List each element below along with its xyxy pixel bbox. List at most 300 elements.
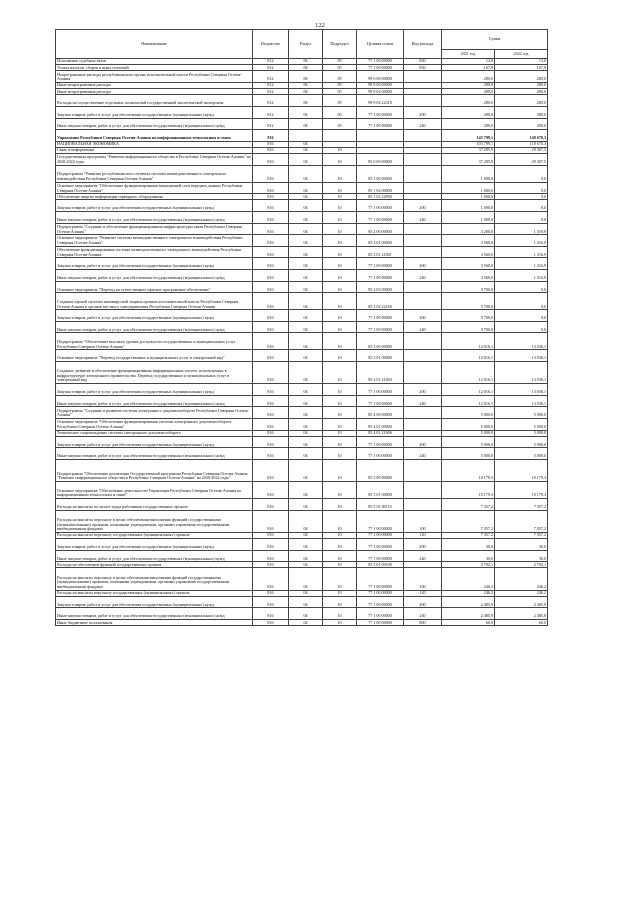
row-name: Подпрограмма "Развитие республиканского сегмента системы межведомственного электронного взаимодействия Республики Северная Осетия-Алания" bbox=[56, 165, 253, 182]
table-row bbox=[56, 200, 548, 212]
row-name: Управление Республики Северная Осетия-Алания по информационным технологиям и связи bbox=[56, 130, 253, 142]
row-podrazdel: 10 bbox=[323, 147, 357, 153]
row-name: Расходы на выплаты персоналу в целях обеспечения выполнения функций государственными (муниципальными) органами, казенными учреждениями, органами управления государственными внебюджетными фондами bbox=[56, 568, 253, 590]
row-razdel: 04 bbox=[289, 154, 323, 166]
row-sum-2022: 5 000,0 bbox=[495, 418, 548, 430]
row-csr: 77 1 00 00000 bbox=[357, 118, 404, 130]
row-vedomstvo: 816 bbox=[253, 550, 289, 562]
row-vedomstvo: 816 bbox=[253, 200, 289, 212]
row-sum-2022: 280,0 bbox=[495, 82, 548, 88]
row-name: Иные бюджетные ассигнования bbox=[56, 620, 253, 626]
row-vedomstvo: 812 bbox=[253, 59, 289, 65]
row-vr: 200 bbox=[404, 539, 442, 551]
row-podrazdel: 10 bbox=[323, 482, 357, 499]
row-sum-2021: 280,0 bbox=[442, 106, 495, 118]
table-row bbox=[56, 118, 548, 130]
row-name: Исполнение судебных актов bbox=[56, 59, 253, 65]
row-razdel: 04 bbox=[289, 395, 323, 407]
row-csr: 85 5 01 00110 bbox=[357, 499, 404, 511]
row-razdel: 04 bbox=[289, 235, 323, 247]
row-sum-2022: 10 179,3 bbox=[495, 482, 548, 499]
row-vedomstvo: 816 bbox=[253, 194, 289, 200]
row-csr: 77 1 00 00000 bbox=[357, 532, 404, 538]
table-row bbox=[56, 182, 548, 194]
row-sum-2022: 0,0 bbox=[495, 194, 548, 200]
row-sum-2022: 30,0 bbox=[495, 550, 548, 562]
row-vr: 200 bbox=[404, 106, 442, 118]
row-csr: 85 2 00 00000 bbox=[357, 223, 404, 235]
row-csr: 85 3 01 21004 bbox=[357, 362, 404, 384]
row-csr: 85 1 02 00000 bbox=[357, 182, 404, 194]
row-sum-2021: 280,0 bbox=[442, 118, 495, 130]
row-sum-2021: 12 016,1 bbox=[442, 333, 495, 350]
row-podrazdel: 10 bbox=[323, 499, 357, 511]
row-sum-2021: 280,0 bbox=[442, 89, 495, 95]
row-name: Иные закупки товаров, работ и услуг для обеспечения государственных (муниципальных) нужд bbox=[56, 608, 253, 620]
row-csr: 77 1 00 00000 bbox=[357, 436, 404, 448]
row-csr: 85 2 01 00000 bbox=[357, 235, 404, 247]
row-vedomstvo: 812 bbox=[253, 82, 289, 88]
row-vr: 800 bbox=[404, 620, 442, 626]
row-podrazdel: 10 bbox=[323, 418, 357, 430]
row-sum-2021: 5 700,0 bbox=[442, 281, 495, 293]
row-sum-2021: 3 560,0 bbox=[442, 235, 495, 247]
row-name: Обеспечение защиты информации серверного оборудования bbox=[56, 194, 253, 200]
row-vedomstvo: 816 bbox=[253, 532, 289, 538]
row-vedomstvo: 816 bbox=[253, 258, 289, 270]
row-csr: 85 5 01 00000 bbox=[357, 482, 404, 499]
row-razdel: 06 bbox=[289, 89, 323, 95]
row-name: Закупка товаров, работ и услуг для обеспечения государственных (муниципальных) нужд bbox=[56, 436, 253, 448]
row-csr: 85 3 00 00000 bbox=[357, 333, 404, 350]
row-razdel: 04 bbox=[289, 293, 323, 310]
row-razdel: 06 bbox=[289, 59, 323, 65]
row-podrazdel: 10 bbox=[323, 200, 357, 212]
row-name: Закупка товаров, работ и услуг для обеспечения государственных (муниципальных) нужд bbox=[56, 200, 253, 212]
row-name: Непрограммные расходы республиканского органа исполнительной власти Республики Северная Осетия-Алания bbox=[56, 71, 253, 83]
row-razdel: 04 bbox=[289, 590, 323, 596]
row-vedomstvo: 812 bbox=[253, 71, 289, 83]
row-sum-2021: 7 357,2 bbox=[442, 532, 495, 538]
table-row bbox=[56, 362, 548, 384]
row-podrazdel: 10 bbox=[323, 270, 357, 282]
row-podrazdel: 05 bbox=[323, 106, 357, 118]
row-razdel: 04 bbox=[289, 182, 323, 194]
row-sum-2021: 2 485,9 bbox=[442, 608, 495, 620]
table-row bbox=[56, 258, 548, 270]
row-razdel: 04 bbox=[289, 246, 323, 258]
row-podrazdel: 10 bbox=[323, 182, 357, 194]
row-vr bbox=[404, 223, 442, 235]
row-csr: 85 4 00 00000 bbox=[357, 407, 404, 419]
row-sum-2022: 7 357,2 bbox=[495, 499, 548, 511]
row-razdel: 06 bbox=[289, 82, 323, 88]
row-name: Закупка товаров, работ и услуг для обеспечения государственных (муниципальных) нужд bbox=[56, 539, 253, 551]
row-razdel: 04 bbox=[289, 194, 323, 200]
row-podrazdel: 10 bbox=[323, 154, 357, 166]
budget-table bbox=[55, 29, 548, 626]
row-csr: 85 2 01 21001 bbox=[357, 246, 404, 258]
row-csr: 85 5 00 00000 bbox=[357, 459, 404, 481]
row-sum-2021: 12 016,1 bbox=[442, 362, 495, 384]
row-name: Подпрограмма "Создание и развитие системы электронного документооборота Республики Северная Осетия-Алания" bbox=[56, 407, 253, 419]
row-razdel: 04 bbox=[289, 510, 323, 532]
table-body bbox=[56, 59, 548, 626]
header-name: Наименование bbox=[56, 30, 253, 59]
row-sum-2022: 29 307,5 bbox=[495, 154, 548, 166]
row-name: Закупка товаров, работ и услуг для обеспечения государственных (муниципальных) нужд bbox=[56, 310, 253, 322]
row-razdel: 04 bbox=[289, 384, 323, 396]
row-csr: 85 1 00 00000 bbox=[357, 165, 404, 182]
row-sum-2022: 7 357,2 bbox=[495, 510, 548, 532]
row-razdel: 06 bbox=[289, 65, 323, 71]
row-sum-2021: 5 000,0 bbox=[442, 407, 495, 419]
row-sum-2022: 280,0 bbox=[495, 89, 548, 95]
row-sum-2022: 1 316,9 bbox=[495, 258, 548, 270]
row-vedomstvo: 816 bbox=[253, 407, 289, 419]
row-name: Закупка товаров, работ и услуг для обеспечения государственных (муниципальных) нужд bbox=[56, 258, 253, 270]
row-vedomstvo: 816 bbox=[253, 499, 289, 511]
table-row bbox=[56, 436, 548, 448]
row-sum-2022: 10 179,3 bbox=[495, 459, 548, 481]
row-podrazdel: 10 bbox=[323, 568, 357, 590]
row-csr: 77 1 00 00000 bbox=[357, 258, 404, 270]
row-name: Основное мероприятие "Перевод государственных и муниципальных услуг в электронный вид" bbox=[56, 350, 253, 362]
row-vr: 240 bbox=[404, 608, 442, 620]
row-sum-2021: 5 000,0 bbox=[442, 448, 495, 460]
row-sum-2021: 13,0 bbox=[442, 59, 495, 65]
row-sum-2022: 167,8 bbox=[495, 65, 548, 71]
row-podrazdel: 10 bbox=[323, 590, 357, 596]
row-razdel: 04 bbox=[289, 258, 323, 270]
row-vr: 200 bbox=[404, 384, 442, 396]
row-vr: 200 bbox=[404, 200, 442, 212]
table-row bbox=[56, 418, 548, 430]
row-vedomstvo: 816 bbox=[253, 130, 289, 142]
row-vr bbox=[404, 333, 442, 350]
row-podrazdel: 10 bbox=[323, 212, 357, 224]
row-vedomstvo: 816 bbox=[253, 333, 289, 350]
row-name: Расходы на выплаты персоналу государственных (муниципальных) органов bbox=[56, 532, 253, 538]
row-vr: 200 bbox=[404, 596, 442, 608]
row-csr: 85 3 01 00000 bbox=[357, 350, 404, 362]
row-razdel: 04 bbox=[289, 499, 323, 511]
table-row bbox=[56, 550, 548, 562]
row-podrazdel: 10 bbox=[323, 448, 357, 460]
row-name: Иные закупки товаров, работ и услуг для обеспечения государственных (муниципальных) нужд bbox=[56, 212, 253, 224]
row-vedomstvo: 816 bbox=[253, 362, 289, 384]
row-vedomstvo: 816 bbox=[253, 246, 289, 258]
row-sum-2021: 37 295,9 bbox=[442, 154, 495, 166]
row-vedomstvo: 812 bbox=[253, 65, 289, 71]
row-podrazdel: 10 bbox=[323, 608, 357, 620]
table-row bbox=[56, 321, 548, 333]
header-2022: 2022 год bbox=[495, 50, 548, 59]
row-podrazdel: 10 bbox=[323, 459, 357, 481]
row-podrazdel: 10 bbox=[323, 321, 357, 333]
row-sum-2022: 13 036,1 bbox=[495, 362, 548, 384]
row-vedomstvo: 816 bbox=[253, 395, 289, 407]
row-csr: 77 1 00 00000 bbox=[357, 212, 404, 224]
row-csr: 85 0 00 00000 bbox=[357, 154, 404, 166]
row-vr: 240 bbox=[404, 270, 442, 282]
row-sum-2022: 13,0 bbox=[495, 59, 548, 65]
row-sum-2021: 7 357,2 bbox=[442, 499, 495, 511]
row-vr: 120 bbox=[404, 590, 442, 596]
row-vedomstvo: 816 bbox=[253, 293, 289, 310]
row-razdel: 04 bbox=[289, 418, 323, 430]
row-name: Подпрограмма "Создание и обеспечение функционирования инфраструктуры связи Республики Северная Осетия-Алания" bbox=[56, 223, 253, 235]
row-sum-2021: 12 016,1 bbox=[442, 384, 495, 396]
row-vr bbox=[404, 235, 442, 247]
row-podrazdel: 05 bbox=[323, 59, 357, 65]
row-podrazdel: 05 bbox=[323, 71, 357, 83]
row-name: Закупка товаров, работ и услуг для обеспечения государственных (муниципальных) нужд bbox=[56, 106, 253, 118]
row-name: Иные непрограммные расходы bbox=[56, 82, 253, 88]
row-vedomstvo: 812 bbox=[253, 118, 289, 130]
table-row bbox=[56, 165, 548, 182]
row-podrazdel: 10 bbox=[323, 194, 357, 200]
row-name: Расходы на выплаты по оплате труда работников государственных органов bbox=[56, 499, 253, 511]
row-sum-2022: 1 316,9 bbox=[495, 270, 548, 282]
row-vedomstvo: 816 bbox=[253, 608, 289, 620]
row-sum-2021: 12 016,1 bbox=[442, 395, 495, 407]
row-sum-2022: 29 307,5 bbox=[495, 147, 548, 153]
row-sum-2022: 5 000,0 bbox=[495, 430, 548, 436]
table-row bbox=[56, 568, 548, 590]
row-csr: 77 1 00 00000 bbox=[357, 590, 404, 596]
row-csr: 85 4 01 00000 bbox=[357, 418, 404, 430]
row-csr: 85 1 02 22950 bbox=[357, 194, 404, 200]
row-vr: 100 bbox=[404, 510, 442, 532]
row-csr: 77 1 00 00000 bbox=[357, 310, 404, 322]
row-csr: 77 1 00 00000 bbox=[357, 106, 404, 118]
table-row bbox=[56, 350, 548, 362]
row-vedomstvo: 816 bbox=[253, 281, 289, 293]
row-csr: 77 1 00 00000 bbox=[357, 608, 404, 620]
row-vedomstvo: 816 bbox=[253, 510, 289, 532]
row-vedomstvo: 812 bbox=[253, 106, 289, 118]
row-name: Иные закупки товаров, работ и услуг для обеспечения государственных (муниципальных) нужд bbox=[56, 395, 253, 407]
row-vedomstvo: 816 bbox=[253, 418, 289, 430]
row-sum-2021: 4 260,0 bbox=[442, 223, 495, 235]
table-row bbox=[56, 448, 548, 460]
row-csr: 77 1 00 00000 bbox=[357, 321, 404, 333]
header-2021: 2021 год bbox=[442, 50, 495, 59]
row-razdel: 04 bbox=[289, 141, 323, 147]
row-vr bbox=[404, 246, 442, 258]
row-vr bbox=[404, 418, 442, 430]
row-name: Закупка товаров, работ и услуг для обеспечения государственных (муниципальных) нужд bbox=[56, 596, 253, 608]
row-vr: 240 bbox=[404, 395, 442, 407]
row-vr: 200 bbox=[404, 258, 442, 270]
row-razdel: 04 bbox=[289, 212, 323, 224]
row-razdel: 04 bbox=[289, 436, 323, 448]
table-row bbox=[56, 235, 548, 247]
row-vr bbox=[404, 281, 442, 293]
row-sum-2022: 0,0 bbox=[495, 293, 548, 310]
row-csr: 85 4 01 21006 bbox=[357, 430, 404, 436]
row-vr bbox=[404, 459, 442, 481]
row-razdel: 04 bbox=[289, 270, 323, 282]
row-vedomstvo: 816 bbox=[253, 568, 289, 590]
row-razdel: 04 bbox=[289, 532, 323, 538]
table-row bbox=[56, 608, 548, 620]
row-vr: 240 bbox=[404, 118, 442, 130]
row-razdel: 06 bbox=[289, 106, 323, 118]
row-podrazdel: 10 bbox=[323, 407, 357, 419]
row-csr: 77 1 00 00000 bbox=[357, 568, 404, 590]
row-sum-2022: 0,0 bbox=[495, 310, 548, 322]
row-vedomstvo: 816 bbox=[253, 321, 289, 333]
header-podrazdel: Подраздел bbox=[323, 30, 357, 59]
row-podrazdel: 10 bbox=[323, 281, 357, 293]
row-vedomstvo: 816 bbox=[253, 270, 289, 282]
row-podrazdel: 05 bbox=[323, 95, 357, 107]
row-vr bbox=[404, 95, 442, 107]
row-vedomstvo: 816 bbox=[253, 310, 289, 322]
header-summa: Сумма bbox=[442, 30, 548, 50]
header-vedomstvo: Ведомство bbox=[253, 30, 289, 59]
row-csr: 85 5 01 00190 bbox=[357, 562, 404, 568]
row-name: Иные закупки товаров, работ и услуг для обеспечения государственных (муниципальных) нужд bbox=[56, 550, 253, 562]
row-vedomstvo: 816 bbox=[253, 620, 289, 626]
row-razdel: 04 bbox=[289, 321, 323, 333]
row-sum-2021: 1 000,0 bbox=[442, 165, 495, 182]
row-vedomstvo: 816 bbox=[253, 562, 289, 568]
row-sum-2022: 2 485,9 bbox=[495, 596, 548, 608]
row-sum-2022: 7 357,2 bbox=[495, 532, 548, 538]
row-vedomstvo: 816 bbox=[253, 165, 289, 182]
row-csr: 77 1 00 00000 bbox=[357, 510, 404, 532]
row-name: Создание, развитие и обеспечение функционирования информационных систем, используемых в инфраструктуре электронного правительства. Перевод государственных и муниципальных услуг в электронный вид bbox=[56, 362, 253, 384]
row-podrazdel: 10 bbox=[323, 293, 357, 310]
row-podrazdel: 10 bbox=[323, 510, 357, 532]
row-vedomstvo: 816 bbox=[253, 430, 289, 436]
row-podrazdel: 05 bbox=[323, 65, 357, 71]
table-row bbox=[56, 71, 548, 83]
row-csr bbox=[357, 130, 404, 142]
row-csr: 77 1 00 00000 bbox=[357, 200, 404, 212]
row-vr bbox=[404, 182, 442, 194]
row-razdel: 04 bbox=[289, 147, 323, 153]
row-sum-2021: 5 700,0 bbox=[442, 321, 495, 333]
row-vedomstvo: 816 bbox=[253, 212, 289, 224]
row-sum-2021: 1 000,0 bbox=[442, 182, 495, 194]
row-sum-2021: 246,2 bbox=[442, 568, 495, 590]
row-sum-2022: 5 000,0 bbox=[495, 448, 548, 460]
row-vedomstvo: 816 bbox=[253, 436, 289, 448]
row-sum-2021: 2 792,1 bbox=[442, 562, 495, 568]
row-sum-2021: 2 485,9 bbox=[442, 596, 495, 608]
row-csr: 77 1 00 00000 bbox=[357, 270, 404, 282]
row-sum-2022: 0,0 bbox=[495, 281, 548, 293]
table-row bbox=[56, 154, 548, 166]
row-razdel: 04 bbox=[289, 165, 323, 182]
row-vedomstvo: 816 bbox=[253, 235, 289, 247]
row-sum-2021: 5 700,0 bbox=[442, 293, 495, 310]
table-row bbox=[56, 539, 548, 551]
row-podrazdel: 10 bbox=[323, 223, 357, 235]
row-vr bbox=[404, 362, 442, 384]
row-razdel: 04 bbox=[289, 350, 323, 362]
row-vr: 240 bbox=[404, 448, 442, 460]
table-row bbox=[56, 106, 548, 118]
row-sum-2022: 1 316,9 bbox=[495, 246, 548, 258]
row-vedomstvo: 816 bbox=[253, 141, 289, 147]
row-vedomstvo: 816 bbox=[253, 182, 289, 194]
row-razdel: 04 bbox=[289, 596, 323, 608]
row-name: Иные закупки товаров, работ и услуг для обеспечения государственных (муниципальных) нужд bbox=[56, 321, 253, 333]
row-razdel: 04 bbox=[289, 539, 323, 551]
row-razdel: 04 bbox=[289, 608, 323, 620]
row-podrazdel: 10 bbox=[323, 620, 357, 626]
row-vr bbox=[404, 482, 442, 499]
row-sum-2021: 5 700,0 bbox=[442, 310, 495, 322]
row-razdel: 04 bbox=[289, 482, 323, 499]
row-podrazdel: 10 bbox=[323, 362, 357, 384]
row-sum-2021: 103 799,1 bbox=[442, 141, 495, 147]
table-row bbox=[56, 510, 548, 532]
row-vedomstvo: 812 bbox=[253, 95, 289, 107]
row-csr: 85 2 03 00000 bbox=[357, 281, 404, 293]
row-podrazdel: 10 bbox=[323, 596, 357, 608]
row-podrazdel: 10 bbox=[323, 258, 357, 270]
row-sum-2021: 12 016,1 bbox=[442, 350, 495, 362]
row-podrazdel: 10 bbox=[323, 430, 357, 436]
row-vr: 830 bbox=[404, 59, 442, 65]
row-csr: 77 1 00 00000 bbox=[357, 596, 404, 608]
row-sum-2021: 10 179,3 bbox=[442, 482, 495, 499]
table-row bbox=[56, 395, 548, 407]
table-row bbox=[56, 281, 548, 293]
row-podrazdel: 10 bbox=[323, 310, 357, 322]
row-podrazdel: 10 bbox=[323, 562, 357, 568]
row-vr bbox=[404, 407, 442, 419]
row-vr: 200 bbox=[404, 436, 442, 448]
row-name: Связь и информатика bbox=[56, 147, 253, 153]
row-name: Техническое сопровождение системы электронного документооборота bbox=[56, 430, 253, 436]
row-sum-2021: 167,8 bbox=[442, 65, 495, 71]
row-razdel: 04 bbox=[289, 407, 323, 419]
row-sum-2022: 280,0 bbox=[495, 95, 548, 107]
row-name: Подпрограмма "Обеспечение высокого уровня доступности государственных и муниципальных услуг Республики Северная Осетия-Алания" bbox=[56, 333, 253, 350]
row-podrazdel: 05 bbox=[323, 118, 357, 130]
row-sum-2022: 280,0 bbox=[495, 118, 548, 130]
row-razdel: 06 bbox=[289, 95, 323, 107]
row-csr: 99 9 04 22310 bbox=[357, 95, 404, 107]
row-podrazdel: 10 bbox=[323, 550, 357, 562]
row-vr bbox=[404, 165, 442, 182]
row-razdel: 04 bbox=[289, 562, 323, 568]
row-sum-2022: 2 792,1 bbox=[495, 562, 548, 568]
row-sum-2021: 5 000,0 bbox=[442, 418, 495, 430]
row-vr bbox=[404, 350, 442, 362]
row-sum-2022: 0,0 bbox=[495, 321, 548, 333]
row-name: Государственная программа "Развитие информационного общества в Республике Северная Осетия-Алания" на 2020-2022 годы bbox=[57, 154, 251, 164]
row-vedomstvo: 816 bbox=[253, 384, 289, 396]
row-csr: 99 9 04 00000 bbox=[357, 89, 404, 95]
row-vedomstvo: 816 bbox=[253, 147, 289, 153]
table-row bbox=[56, 482, 548, 499]
row-sum-2022: 1 316,9 bbox=[495, 223, 548, 235]
row-name: НАЦИОНАЛЬНАЯ ЭКОНОМИКА bbox=[56, 141, 253, 147]
row-name: Основное мероприятие "Обеспечение деятельности Управления Республики Северная Осетия-Алания по информационным технологиям и связи" bbox=[56, 482, 253, 499]
row-sum-2021: 1 000,0 bbox=[442, 200, 495, 212]
row-sum-2021: 60,0 bbox=[442, 620, 495, 626]
table-row bbox=[56, 212, 548, 224]
row-vedomstvo: 816 bbox=[253, 223, 289, 235]
